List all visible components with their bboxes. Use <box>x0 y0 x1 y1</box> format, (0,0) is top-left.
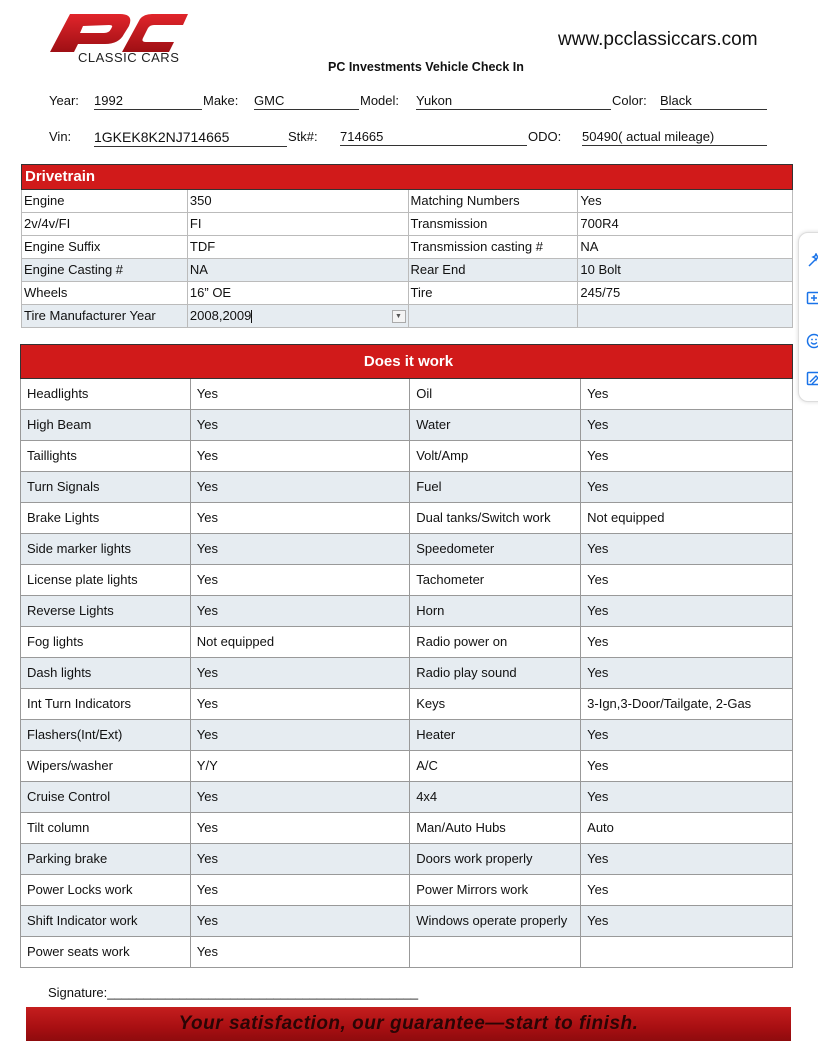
table-row <box>22 213 793 236</box>
cell: Rear End <box>408 259 578 282</box>
item-value[interactable]: Yes <box>190 906 409 937</box>
stk-field[interactable]: 714665 <box>340 128 527 146</box>
item-label: Windows operate properly <box>410 906 581 937</box>
dropdown-value: 2008,2009 <box>189 308 252 323</box>
cell[interactable]: NA <box>578 236 793 259</box>
cell[interactable]: 245/75 <box>578 282 793 305</box>
item-value[interactable]: Yes <box>581 472 793 503</box>
item-value[interactable]: Yes <box>581 844 793 875</box>
item-value[interactable]: Yes <box>190 689 409 720</box>
item-value[interactable]: Yes <box>581 565 793 596</box>
cell[interactable]: 16” OE <box>187 282 408 305</box>
item-label: Parking brake <box>21 844 191 875</box>
table-row <box>21 751 793 782</box>
item-value[interactable]: Yes <box>190 937 409 968</box>
drivetrain-table <box>21 164 793 328</box>
drivetrain-header <box>22 165 793 190</box>
works-header <box>21 345 793 379</box>
item-value[interactable]: Yes <box>581 720 793 751</box>
item-value[interactable]: Yes <box>581 379 793 410</box>
item-value[interactable] <box>581 937 793 968</box>
cell: 2v/4v/FI <box>22 213 188 236</box>
item-label: Dual tanks/Switch work <box>410 503 581 534</box>
table-row <box>22 236 793 259</box>
item-label: Flashers(Int/Ext) <box>21 720 191 751</box>
item-label: Power seats work <box>21 937 191 968</box>
item-label: Taillights <box>21 441 191 472</box>
item-label: Power Mirrors work <box>410 875 581 906</box>
item-value[interactable]: Not equipped <box>190 627 409 658</box>
item-value[interactable]: Yes <box>581 534 793 565</box>
cell[interactable]: NA <box>187 259 408 282</box>
table-row <box>21 844 793 875</box>
table-row <box>21 689 793 720</box>
table-row <box>21 720 793 751</box>
item-label: Water <box>410 410 581 441</box>
item-value[interactable]: Yes <box>581 410 793 441</box>
item-label: Tilt column <box>21 813 191 844</box>
color-label: Color: <box>612 93 647 108</box>
item-label: Horn <box>410 596 581 627</box>
slogan-text: Your satisfaction, our guarantee—start to finish. <box>178 1013 639 1034</box>
item-label <box>410 937 581 968</box>
signature-line[interactable]: Signature:___________________________________________ <box>48 985 419 1000</box>
item-label: Radio play sound <box>410 658 581 689</box>
item-label: Heater <box>410 720 581 751</box>
table-row <box>21 937 793 968</box>
table-row <box>22 305 793 328</box>
item-value[interactable]: Yes <box>190 782 409 813</box>
table-row <box>21 379 793 410</box>
table-row <box>22 190 793 213</box>
odo-label: ODO: <box>528 129 562 144</box>
item-label: Reverse Lights <box>21 596 191 627</box>
item-label: Tachometer <box>410 565 581 596</box>
item-value[interactable]: Yes <box>190 565 409 596</box>
cell: Matching Numbers <box>408 190 578 213</box>
add-comment-icon[interactable] <box>806 291 818 307</box>
item-value[interactable]: 3-Ign,3-Door/Tailgate, 2-Gas <box>581 689 793 720</box>
table-row <box>22 259 793 282</box>
side-toolbar <box>798 232 818 402</box>
item-label: Radio power on <box>410 627 581 658</box>
item-value[interactable]: Yes <box>190 844 409 875</box>
item-label: Dash lights <box>21 658 191 689</box>
item-value[interactable]: Yes <box>190 472 409 503</box>
item-label: A/C <box>410 751 581 782</box>
table-row <box>21 627 793 658</box>
color-field[interactable]: Black <box>660 92 767 110</box>
cell <box>578 305 793 328</box>
item-value[interactable]: Yes <box>581 596 793 627</box>
cell[interactable]: 700R4 <box>578 213 793 236</box>
dropdown-arrow-icon[interactable]: ▼ <box>392 310 406 323</box>
item-value[interactable]: Yes <box>190 379 409 410</box>
suggest-edit-icon[interactable] <box>806 371 818 387</box>
website-url: www.pcclassiccars.com <box>558 29 758 50</box>
item-label: Side marker lights <box>21 534 191 565</box>
item-value[interactable]: Yes <box>190 410 409 441</box>
item-label: 4x4 <box>410 782 581 813</box>
logo-subtitle: CLASSIC CARS <box>78 50 180 65</box>
cell[interactable]: 10 Bolt <box>578 259 793 282</box>
item-label: Brake Lights <box>21 503 191 534</box>
cell: Transmission casting # <box>408 236 578 259</box>
cell: Tire <box>408 282 578 305</box>
cell[interactable]: Yes <box>578 190 793 213</box>
item-value[interactable]: Yes <box>581 441 793 472</box>
item-label: High Beam <box>21 410 191 441</box>
item-label: Wipers/washer <box>21 751 191 782</box>
item-value[interactable]: Yes <box>581 627 793 658</box>
does-it-work-table <box>20 344 793 968</box>
item-value[interactable]: Yes <box>190 503 409 534</box>
table-row <box>21 441 793 472</box>
item-label: Doors work properly <box>410 844 581 875</box>
stk-label: Stk#: <box>288 129 318 144</box>
item-value[interactable]: Yes <box>581 751 793 782</box>
item-value[interactable]: Yes <box>581 782 793 813</box>
model-field[interactable]: Yukon <box>416 92 611 110</box>
table-row <box>21 472 793 503</box>
cell <box>408 305 578 328</box>
make-field[interactable]: GMC <box>254 92 359 110</box>
cell: Engine Casting # <box>22 259 188 282</box>
item-label: Volt/Amp <box>410 441 581 472</box>
item-label: License plate lights <box>21 565 191 596</box>
table-row <box>21 906 793 937</box>
cell: Engine Suffix <box>22 236 188 259</box>
table-row <box>22 282 793 305</box>
make-label: Make: <box>203 93 239 108</box>
item-value[interactable]: Yes <box>581 906 793 937</box>
table-row <box>21 534 793 565</box>
sparkle-edit-icon[interactable] <box>806 253 818 269</box>
document-title: PC Investments Vehicle Check In <box>328 60 524 74</box>
item-label: Speedometer <box>410 534 581 565</box>
table-row <box>21 875 793 906</box>
cell[interactable]: TDF <box>187 236 408 259</box>
cell: Wheels <box>22 282 188 305</box>
table-row <box>21 782 793 813</box>
model-label: Model: <box>360 93 400 108</box>
drivetrain-title: Drivetrain <box>22 165 793 190</box>
item-value[interactable]: Yes <box>581 658 793 689</box>
item-value[interactable]: Yes <box>190 441 409 472</box>
cell: Tire Manufacturer Year <box>22 305 188 328</box>
item-value[interactable]: Yes <box>190 720 409 751</box>
vin-field[interactable]: 1GKEK8K2NJ714665 <box>94 129 287 147</box>
item-value[interactable]: Yes <box>190 596 409 627</box>
item-value[interactable]: Not equipped <box>581 503 793 534</box>
odo-field[interactable]: 50490( actual mileage) <box>582 128 767 146</box>
item-label: Shift Indicator work <box>21 906 191 937</box>
item-label: Cruise Control <box>21 782 191 813</box>
table-row <box>21 658 793 689</box>
item-label: Headlights <box>21 379 191 410</box>
item-label: Keys <box>410 689 581 720</box>
item-label: Fog lights <box>21 627 191 658</box>
item-value[interactable]: Yes <box>581 875 793 906</box>
table-row <box>21 565 793 596</box>
table-row <box>21 410 793 441</box>
cell[interactable]: 350 <box>187 190 408 213</box>
table-row <box>21 813 793 844</box>
item-value[interactable]: Y/Y <box>190 751 409 782</box>
year-label: Year: <box>49 93 79 108</box>
item-label: Turn Signals <box>21 472 191 503</box>
item-label: Power Locks work <box>21 875 191 906</box>
cell[interactable]: FI <box>187 213 408 236</box>
slogan-banner <box>26 1007 791 1041</box>
item-label: Oil <box>410 379 581 410</box>
year-field[interactable]: 1992 <box>94 92 202 110</box>
item-value[interactable]: Yes <box>190 658 409 689</box>
vin-label: Vin: <box>49 129 72 144</box>
item-label: Man/Auto Hubs <box>410 813 581 844</box>
item-value[interactable]: Yes <box>190 534 409 565</box>
item-value[interactable]: Auto <box>581 813 793 844</box>
item-value[interactable]: Yes <box>190 813 409 844</box>
table-row <box>21 503 793 534</box>
emoji-icon[interactable] <box>806 333 818 349</box>
cell: Engine <box>22 190 188 213</box>
works-title: Does it work <box>21 345 793 379</box>
item-value[interactable]: Yes <box>190 875 409 906</box>
item-label: Int Turn Indicators <box>21 689 191 720</box>
table-row <box>21 596 793 627</box>
tire-year-dropdown[interactable] <box>187 305 408 328</box>
item-label: Fuel <box>410 472 581 503</box>
cell: Transmission <box>408 213 578 236</box>
